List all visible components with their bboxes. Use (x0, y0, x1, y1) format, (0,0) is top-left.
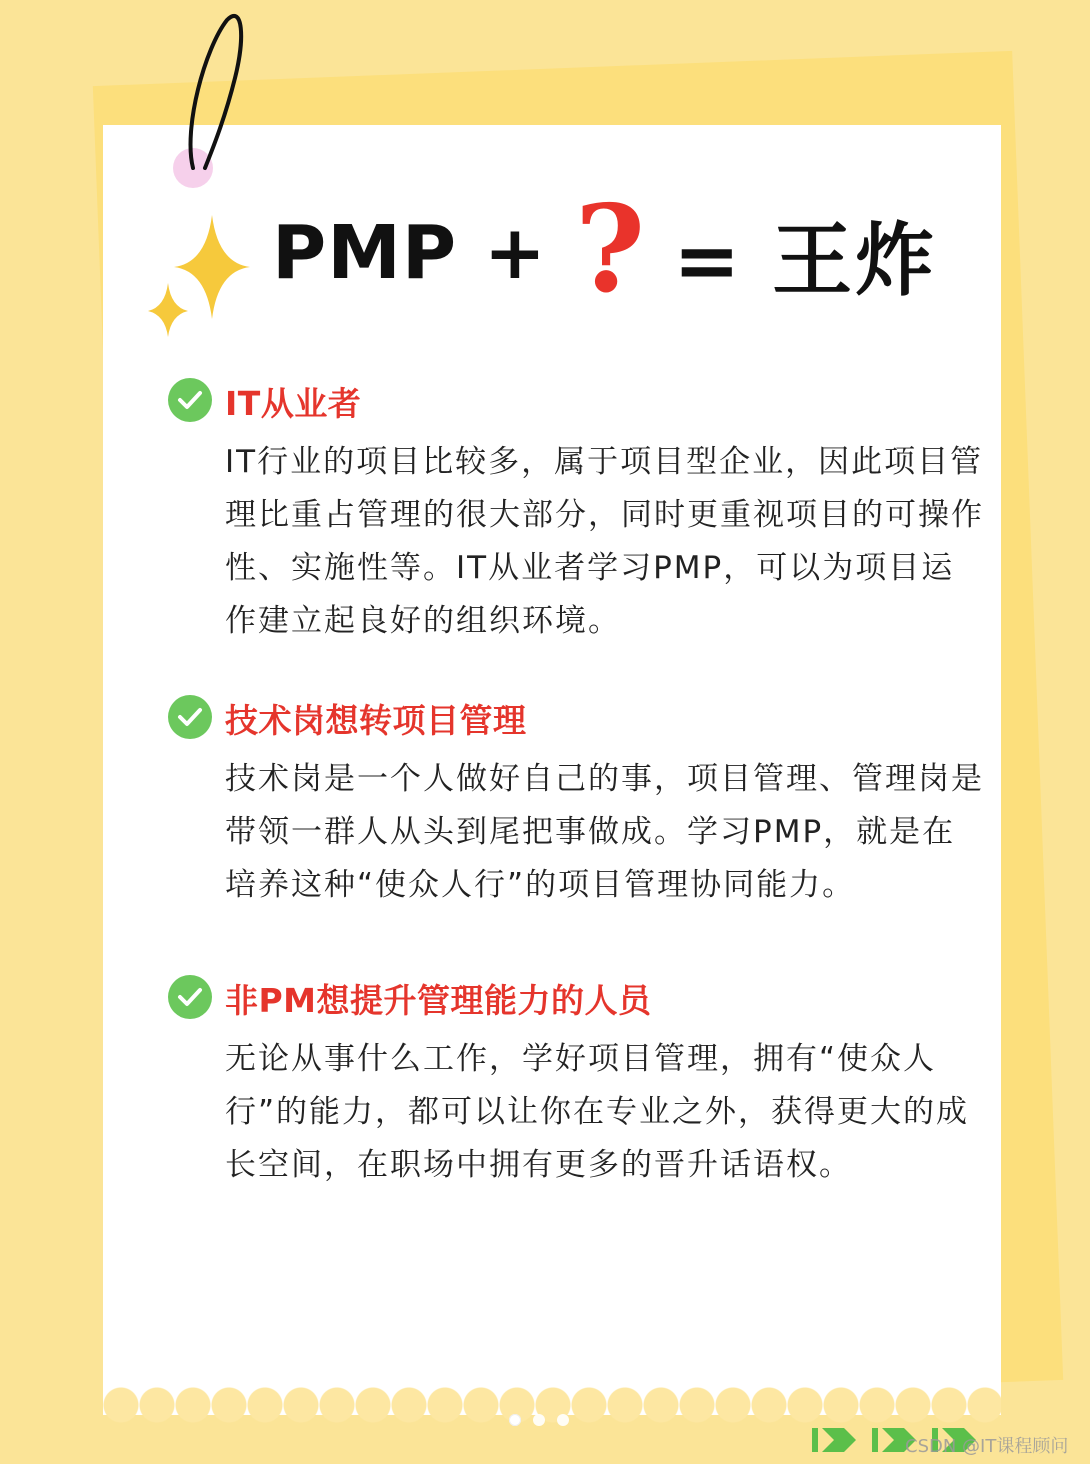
sparkle-icon (140, 205, 260, 345)
headline-left: PMP + (272, 210, 547, 296)
headline-right: = 王炸 (673, 213, 937, 307)
section-title: 技术岗想转项目管理 (225, 701, 527, 740)
section-title: 非PM想提升管理能力的人员 (225, 981, 652, 1020)
pagination-dots (509, 1414, 569, 1426)
watermark: CSDN @IT课程顾问 (905, 1436, 1069, 1457)
check-circle-icon (168, 378, 212, 422)
page-dot-3[interactable] (557, 1414, 569, 1426)
question-mark: ? (574, 178, 646, 320)
section-body: 技术岗是一个人做好自己的事，项目管理、管理岗是带领一群人从头到尾把事做成。学习PMP，就是在培养这种“使众人行”的项目管理协同能力。 (225, 761, 984, 903)
paperclip-icon (165, 8, 255, 198)
section-body: IT行业的项目比较多，属于项目型企业，因此项目管理比重占管理的很大部分，同时更重视项目的可操作性、实施性等。IT从业者学习PMP，可以为项目运作建立起良好的组织环境。 (225, 444, 984, 639)
check-circle-icon (168, 695, 212, 739)
page-dot-2[interactable] (533, 1414, 545, 1426)
section-title: IT从业者 (225, 384, 362, 423)
section-body: 无论从事什么工作，学好项目管理，拥有“使众人行”的能力，都可以让你在专业之外，获得更大的成长空间，在职场中拥有更多的晋升话语权。 (225, 1041, 970, 1183)
page-dot-1[interactable] (509, 1414, 521, 1426)
headline (272, 178, 937, 320)
check-circle-icon (168, 975, 212, 1019)
